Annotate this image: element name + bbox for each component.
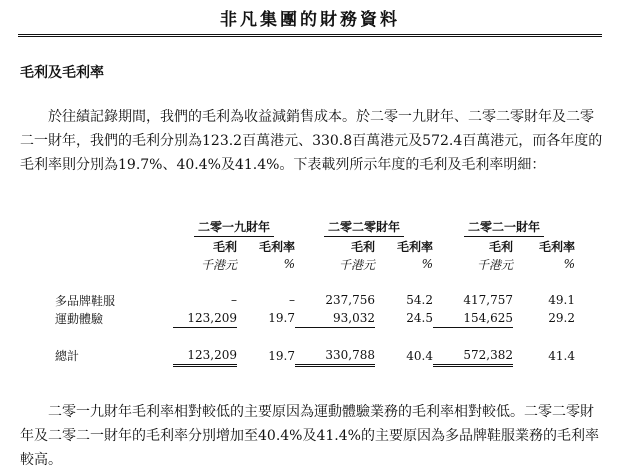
year-header-2019: 二零一九財年: [173, 218, 295, 237]
total-label: 總計: [55, 349, 80, 364]
unit-hkd-2021: 千港元: [476, 257, 513, 272]
table-cell: 40.4: [406, 348, 433, 363]
table-cell: 93,032: [295, 309, 375, 328]
table-cell: 572,382: [433, 346, 513, 366]
table-unit-row: [55, 255, 575, 273]
table-cell: 19.7: [268, 311, 295, 326]
row-label: 多品牌鞋服: [55, 293, 116, 308]
explanation-paragraph-text: 二零一九財年毛利率相對較低的主要原因為運動體驗業務的毛利率相對較低。二零二零財年及二零二一財年的毛利率分別增加至40.4%及41.4%的主要原因為多品牌鞋服業務的毛利率較高。: [20, 404, 599, 468]
table-cell: 330,788: [295, 346, 375, 366]
col-gross-profit-2020: 毛利: [350, 239, 375, 254]
intro-paragraph: [20, 105, 604, 177]
page-title: 非凡集團的財務資料: [220, 10, 400, 30]
table-row: [55, 291, 575, 309]
table-cell: 49.1: [548, 293, 575, 307]
unit-hkd-2020: 千港元: [338, 257, 375, 272]
page-header: [18, 6, 602, 37]
table-cell: 29.2: [548, 311, 575, 326]
gross-profit-table: [55, 218, 575, 367]
col-gross-margin-2020: 毛利率: [396, 239, 433, 254]
table-cell: 417,757: [463, 293, 513, 307]
section-heading: 毛利及毛利率: [20, 65, 104, 81]
table-cell: –: [231, 293, 237, 307]
table-year-header-row: [55, 218, 575, 237]
unit-pct-2019: %: [283, 257, 295, 271]
col-gross-profit-2021: 毛利: [488, 239, 513, 254]
table-row: [55, 309, 575, 328]
table-cell: 154,625: [433, 309, 513, 328]
table-cell: 41.4: [548, 348, 575, 363]
table-cell: 123,209: [173, 309, 237, 328]
row-label: 運動體驗: [55, 311, 104, 326]
unit-hkd-2019: 千港元: [200, 257, 237, 272]
table-cell: 123,209: [173, 346, 237, 366]
table-cell: 24.5: [406, 311, 433, 326]
table-cell: –: [289, 293, 295, 307]
year-header-2021: 二零二一財年: [433, 218, 575, 237]
year-header-2020: 二零二零財年: [295, 218, 433, 237]
col-gross-margin-2019: 毛利率: [258, 239, 295, 254]
unit-pct-2021: %: [563, 257, 575, 271]
table-cell: 237,756: [325, 293, 375, 307]
unit-pct-2020: %: [421, 257, 433, 271]
table-total-row: [55, 346, 575, 366]
intro-paragraph-text: 於往績記錄期間，我們的毛利為收益減銷售成本。於二零一九財年、二零二零財年及二零二一財年，我們的毛利分別為123.2百萬港元、330.8百萬港元及572.4百萬港元，而各年度的毛利率則分別為19.7%、40.4%及41.4%。下表載列所示年度的毛利及毛利率明細：: [20, 109, 603, 173]
table-column-header-row: [55, 237, 575, 255]
col-gross-profit-2019: 毛利: [212, 239, 237, 254]
table-cell: 19.7: [268, 348, 295, 363]
table-cell: 54.2: [406, 293, 433, 307]
explanation-paragraph: [20, 400, 604, 472]
col-gross-margin-2021: 毛利率: [538, 239, 575, 254]
